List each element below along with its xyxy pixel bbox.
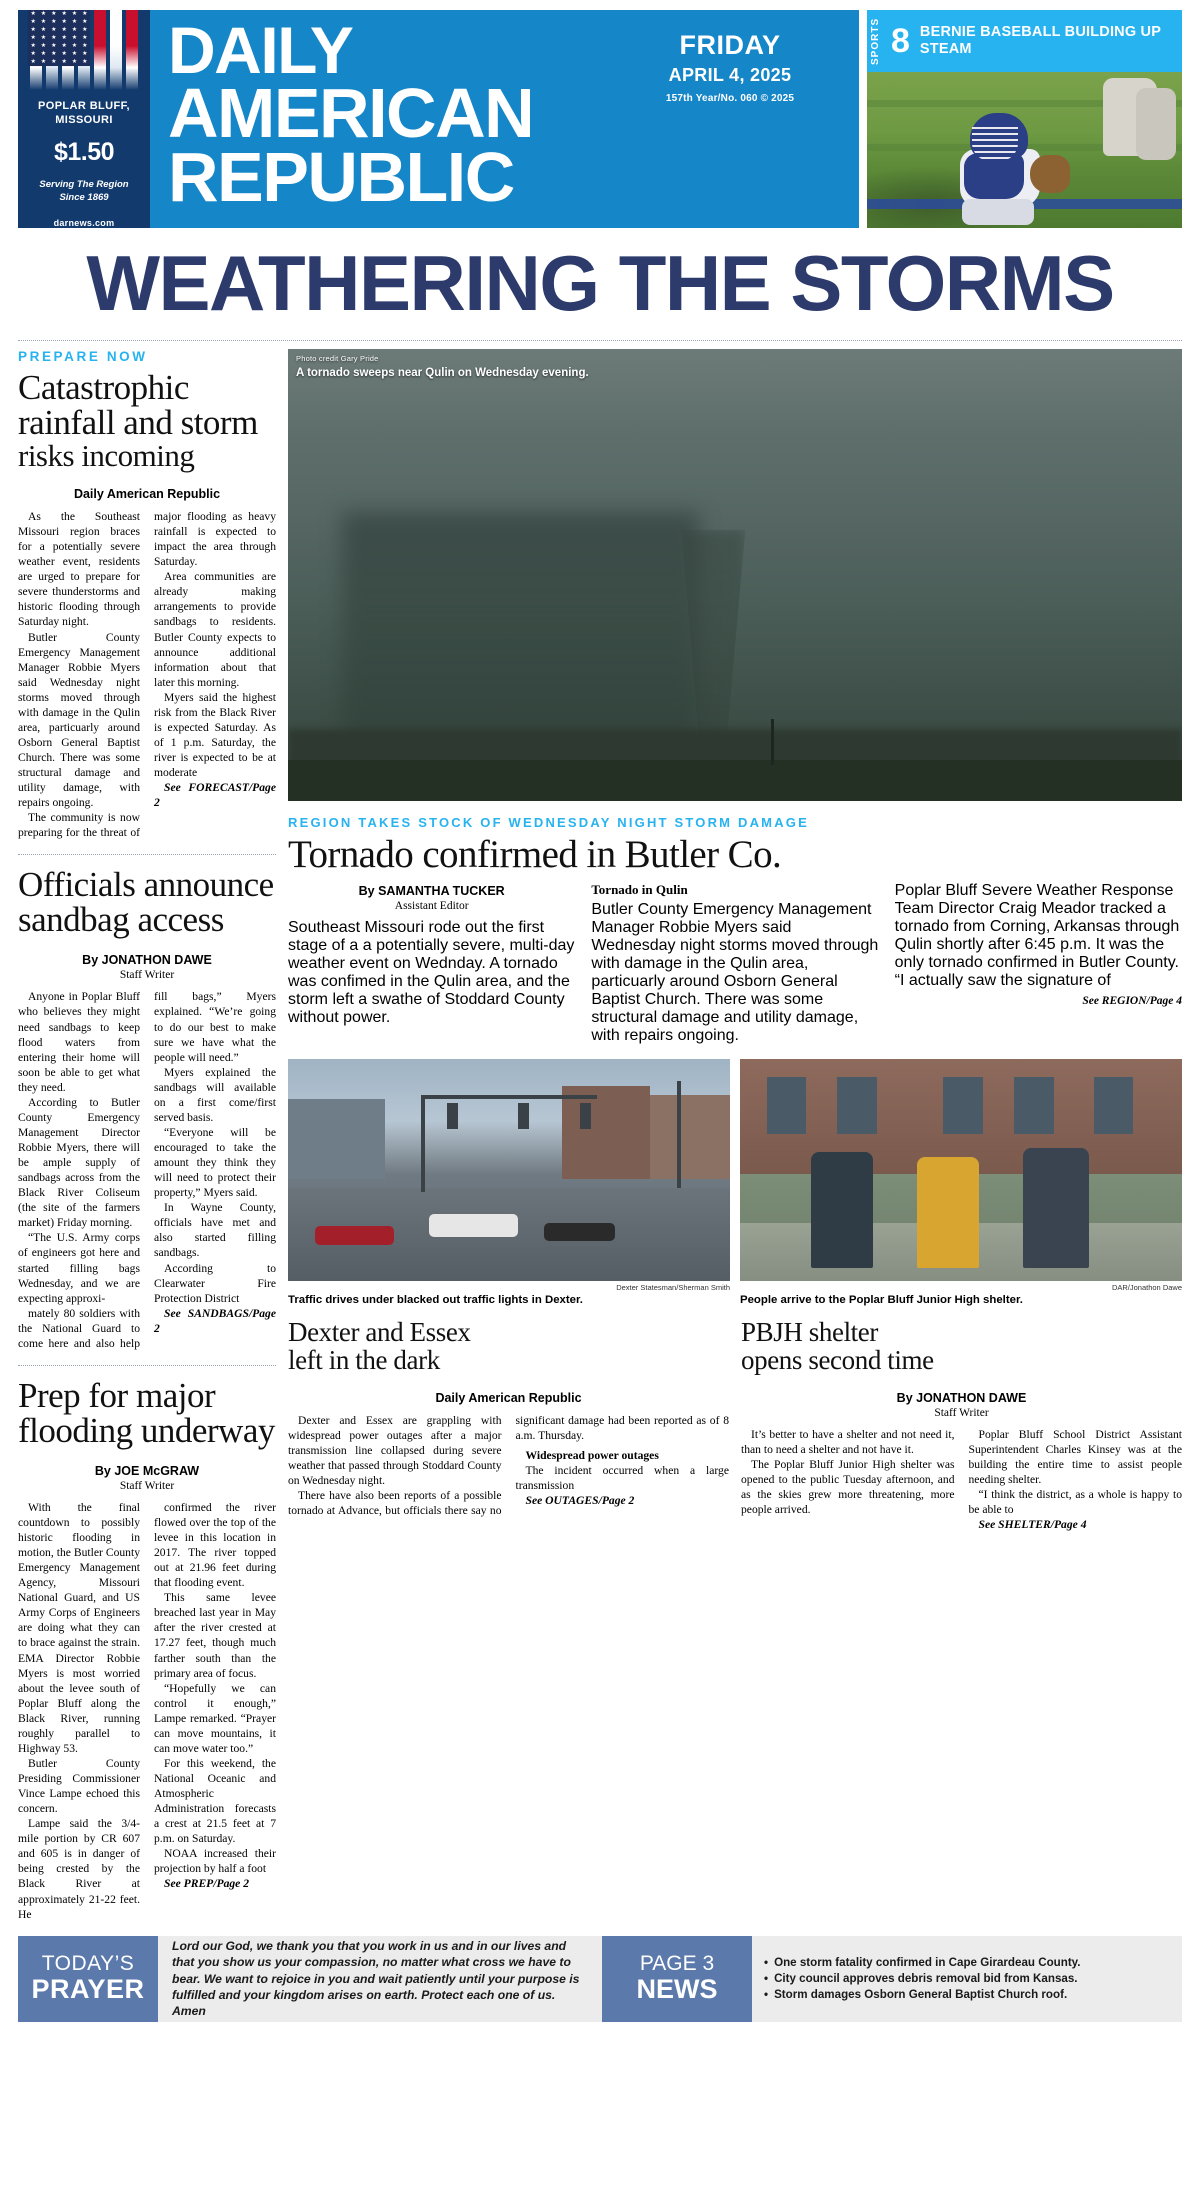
- news-bullet-item[interactable]: [764, 1956, 1170, 1969]
- prayer-label-line2: PRAYER: [31, 1974, 145, 2005]
- region-byline: By SAMANTHA TUCKER: [358, 884, 505, 898]
- tornado-photo: [288, 349, 1182, 801]
- sandbag-byline: By JONATHON DAWE: [82, 953, 212, 968]
- street-photo: [288, 1059, 730, 1281]
- shelter-photo: [740, 1059, 1182, 1281]
- sandbag-body: [18, 989, 276, 1351]
- bullet-icon: •: [764, 1972, 769, 1986]
- masthead-city-line2: MISSOURI: [55, 113, 113, 126]
- bullet-icon: •: [764, 1988, 769, 2002]
- paragraph: Lampe said the 3/4-mile portion by CR 607 and 605 is in danger of being crested by the Black River at approximately 21-22 feet. He: [18, 1817, 140, 1921]
- masthead-nameplate-column: [150, 10, 859, 228]
- street-photo-caption: Traffic drives under blacked out traffic lights in Dexter.: [288, 1294, 583, 1306]
- paragraph: As the Southeast Missouri region braces for a potentially severe weather event, residents are urged to prepare for severe thunderstorms and historic flooding through Saturday night.: [18, 510, 140, 629]
- paragraph: In Wayne County, officials have met and also started filling sandbags.: [154, 1201, 276, 1260]
- story-divider: [18, 854, 276, 855]
- masthead-tagline-line2: Since 1869: [59, 191, 109, 203]
- lead-story-headline-l3[interactable]: risks incoming: [18, 438, 195, 473]
- region-col-3: [895, 882, 1182, 1045]
- catcher-figure: [954, 113, 1070, 225]
- paragraph: mately 80 soldiers with the National Guard to come here and also help fill bags,” Myers explained. “We’re going to do our best to make sure we have what the people will need.”: [18, 990, 276, 1350]
- shelter-photo-box: [740, 1059, 1182, 1307]
- pbjh-byline: By JONATHON DAWE: [896, 1390, 1027, 1405]
- bullet-icon: •: [764, 1956, 769, 1970]
- masthead-website-link[interactable]: darnews.com: [53, 218, 115, 228]
- tornado-photo-caption-text: A tornado sweeps near Qulin on Wednesday evening.: [296, 367, 589, 380]
- pbjh-jumpline[interactable]: See SHELTER/Page 4: [978, 1518, 1087, 1532]
- title-line-republic: REPUBLIC: [168, 138, 514, 217]
- paragraph: “I actually saw the signature of: [894, 972, 1111, 989]
- us-flag-icon: ★ ★ ★ ★ ★ ★ ★ ★ ★ ★ ★ ★ ★ ★ ★ ★ ★ ★ ★ ★ ★ ★ ★ ★ ★ ★ ★ ★ ★ ★ ★ ★ ★ ★ ★ ★ ★ ★ ★ ★ ★ ★: [18, 10, 150, 90]
- photo-pair: [288, 1059, 1182, 1307]
- paragraph: “Everyone will be encouraged to take the amount they think they will need to protect their property,” Myers said.: [154, 1125, 276, 1200]
- paragraph: Poplar Bluff Severe Weather Response Team Director Craig Meador tracked a tornado from Corning, Arkansas through Qulin shortly after 6:45 p.m. It was the only tornado confirmed in Butler County.: [894, 882, 1180, 971]
- pbjh-byline-title: Staff Writer: [934, 1406, 989, 1419]
- region-story-headline[interactable]: Tornado confirmed in Butler Co.: [288, 833, 782, 876]
- paragraph: For this weekend, the National Oceanic and Atmospheric Administration forecasts a crest at 21.5 feet at 7 p.m. on Saturday.: [154, 1756, 276, 1846]
- pbjh-body: [741, 1427, 1182, 1532]
- region-story-columns: [288, 882, 1182, 1045]
- lead-story: [18, 349, 276, 840]
- lead-story-headline-l2[interactable]: rainfall and storm: [18, 403, 258, 442]
- paragraph: The community is now preparing for the threat of major flooding as heavy rainfall is expected to impact the area through Saturday.: [18, 510, 276, 840]
- dexter-headline-l2[interactable]: left in the dark: [288, 1345, 440, 1376]
- dexter-story: [288, 1319, 729, 1532]
- paragraph: Butler County Presiding Commissioner Vince Lampe echoed this concern.: [18, 1756, 140, 1816]
- paragraph: This same levee breached last year in May after the river crested at 17.27 feet, though much farther south than the primary area of focus.: [154, 1591, 276, 1680]
- news-bullet-text: One storm fatality confirmed in Cape Girardeau County.: [774, 1956, 1081, 1970]
- sandbag-story: [18, 867, 276, 1351]
- pbjh-story: [741, 1319, 1182, 1532]
- region-col-2: [591, 882, 878, 1045]
- page3-label-line2: NEWS: [636, 1974, 718, 2005]
- flood-headline-l1[interactable]: Prep for major: [18, 1375, 216, 1415]
- news-bullet-item[interactable]: [764, 1988, 1170, 2001]
- paragraph: Poplar Bluff School District Assistant Superintendent Charles Kinsey was at the building the entire time to assist people needing shelter.: [968, 1427, 1182, 1487]
- paragraph: “I think the district, as a whole is happy to be able to: [968, 1488, 1182, 1517]
- paragraph: Southeast Missouri rode out the first stage of a a potentially severe, multi-day weather event on Wednday. A tornado was confimed in the Qulin area, and the storm left a swathe of Stoddard County without power.: [288, 919, 575, 1026]
- paragraph: It’s better to have a shelter and not need it, than to need a shelter and not have it.: [741, 1427, 955, 1456]
- lead-story-byline: Daily American Republic: [73, 487, 221, 501]
- paragraph: Myers said the highest risk from the Black River is expected Saturday. As of 1 p.m. Saturday, the river is expected to be at moderate: [154, 690, 276, 780]
- flood-headline-l2[interactable]: flooding underway: [18, 1410, 275, 1450]
- paragraph: According to Butler County Emergency Management Director Robbie Myers, there will be ample supply of sandbags across from the Black River Coliseum (the site of the farmers market) Friday morning.: [18, 1095, 140, 1230]
- bottom-stories: [288, 1319, 1182, 1532]
- paragraph: “Hopefully we can control it enough,” Lampe remarked. “Prayer can move mountains, it can move water too.”: [154, 1681, 276, 1755]
- news-bullet-text: Storm damages Osborn General Baptist Church roof.: [774, 1988, 1068, 2002]
- street-photo-credit: Dexter Statesman/Sherman Smith: [616, 1283, 730, 1292]
- region-subhead: Tornado in Qulin: [591, 882, 688, 897]
- masthead-flag-column: [18, 10, 150, 228]
- masthead-city: [38, 100, 130, 128]
- dexter-jumpline[interactable]: See OUTAGES/Page 2: [525, 1494, 635, 1508]
- tornado-photo-credit: Photo credit Gary Pride: [296, 354, 379, 363]
- flood-body: [18, 1500, 276, 1922]
- paragraph: Dexter and Essex are grappling with widespread power outages after a major transmission line collapsed during severe weather that passed through Stoddard County on Wednesday night.: [288, 1413, 502, 1488]
- prayer-text: Lord our God, we thank you that you work in us and in our lives and that you show us your compassion, no matter what cross we have to bear. We want to rejoice in you and wait patiently until your purpose is fulfilled and your kingdom arises on earth. Protect each one of us. Amen: [158, 1936, 602, 2022]
- page-banner-headline: WEATHERING THE STORMS: [86, 239, 1114, 327]
- street-photo-box: [288, 1059, 730, 1307]
- paragraph: Butler County Emergency Management Manager Robbie Myers said Wednesday night storms moved through with damage in the Qulin area, particuarly around Osborn General Baptist Church. There was some structural damage and utility damage, with repairs ongoing.: [591, 901, 879, 1044]
- shelter-photo-caption: People arrive to the Poplar Bluff Junior High shelter.: [740, 1294, 1023, 1306]
- flood-byline-title: Staff Writer: [119, 1479, 175, 1492]
- sandbag-jumpline[interactable]: See SANDBAGS/Page 2: [154, 1306, 276, 1335]
- paragraph: NOAA increased their projection by half a foot: [154, 1847, 276, 1876]
- masthead-dateblock: [615, 30, 845, 104]
- masthead: [0, 0, 1200, 228]
- volume-issue: 157th Year/No. 060 © 2025: [665, 93, 795, 104]
- region-byline-title: Assistant Editor: [394, 900, 469, 912]
- date-full: APRIL 4, 2025: [668, 65, 792, 85]
- paragraph: The incident occurred when a large transmission: [515, 1464, 729, 1493]
- sports-teaser-header[interactable]: [867, 10, 1182, 72]
- flood-jumpline[interactable]: See PREP/Page 2: [164, 1877, 250, 1891]
- right-column: [288, 349, 1182, 1922]
- paragraph: According to Clearwater Fire Protection District: [154, 1261, 276, 1305]
- dexter-subhead: Widespread power outages: [525, 1448, 659, 1462]
- utility-pole: [771, 719, 774, 765]
- dexter-body: [288, 1413, 729, 1518]
- paragraph: confirmed the river flowed over the top of the levee in this location in 2017. The river topped out at 21.96 feet during that flooding event.: [154, 1500, 276, 1590]
- sports-page-number: 8: [891, 21, 910, 60]
- masthead-city-line1: POPLAR BLUFF,: [38, 99, 130, 112]
- masthead-price: $1.50: [53, 138, 115, 167]
- sports-teaser[interactable]: [867, 10, 1182, 228]
- prayer-label-line1: TODAY’S: [41, 1952, 135, 1976]
- flood-byline: By JOE McGRAW: [94, 1463, 200, 1478]
- left-column: [18, 349, 276, 1922]
- paragraph: “The U.S. Army corps of engineers got here and started filling bags Wednesday, and we are expecting approxi-: [18, 1231, 140, 1305]
- paragraph: There have also been reports of a possible tornado at Advance, but officials there say no significant damage had been reported as of 8 a.m. Thursday.: [288, 1413, 729, 1518]
- region-story-kicker: REGION TAKES STOCK OF WEDNESDAY NIGHT STORM DAMAGE: [288, 815, 809, 830]
- pbjh-headline-l2[interactable]: opens second time: [741, 1345, 934, 1376]
- sports-teaser-headline: BERNIE BASEBALL BUILDING UP STEAM: [919, 24, 1161, 57]
- sandbag-headline-l2[interactable]: sandbag access: [18, 900, 224, 940]
- page3-news-label[interactable]: [602, 1936, 752, 2022]
- region-jumpline[interactable]: See REGION/Page 4: [1082, 995, 1182, 1007]
- page3-label-line1: PAGE 3: [639, 1952, 715, 1976]
- masthead-tagline: [39, 179, 128, 204]
- flood-story: [18, 1375, 276, 1922]
- paragraph: Anyone in Poplar Bluff who believes they might need sandbags to keep flood waters from entering their home will soon be able to get what they need.: [18, 990, 140, 1094]
- lead-story-jumpline[interactable]: See FORECAST/Page 2: [154, 781, 276, 810]
- sports-photo: [867, 72, 1182, 228]
- sports-section-label: SPORTS: [870, 17, 881, 65]
- date-day-of-week: FRIDAY: [679, 30, 781, 60]
- todays-prayer-label: [18, 1936, 158, 2022]
- story-divider: [18, 1365, 276, 1366]
- paragraph: With the final countdown to possibly historic flooding in motion, the Butler County Emergency Management Agency, Missouri National Guard, and US Army Corps of Engineers are doing what they can to brace against the strain. EMA Director Robbie Myers is most worried about the levee south of Poplar Bluff along the Black River, running roughly parallel to Highway 53.: [18, 1500, 140, 1755]
- pbjh-headline-l1[interactable]: PBJH shelter: [741, 1317, 878, 1348]
- lead-story-headline-l1[interactable]: Catastrophic: [18, 368, 189, 407]
- title-line-daily: DAILY: [168, 13, 353, 87]
- dexter-byline: Daily American Republic: [435, 1390, 582, 1405]
- title-line-american: AMERICAN: [168, 73, 534, 152]
- lead-story-body: [18, 509, 276, 840]
- region-col-1: [288, 882, 575, 1045]
- masthead-tagline-line1: Serving The Region: [39, 179, 129, 191]
- page-footer: [18, 1936, 1182, 2022]
- news-bullet-item[interactable]: [764, 1972, 1170, 1985]
- dexter-headline-l1[interactable]: Dexter and Essex: [288, 1317, 471, 1348]
- sandbag-headline-l1[interactable]: Officials announce: [18, 865, 274, 905]
- sandbag-byline-title: Staff Writer: [119, 969, 175, 982]
- shelter-photo-credit: DAR/Jonathon Dawe: [1111, 1283, 1182, 1292]
- paragraph: Myers explained the sandbags will available on a first come/first served basis.: [154, 1065, 276, 1124]
- page3-news-bullets: [752, 1936, 1182, 2022]
- region-story: [288, 815, 1182, 1045]
- paragraph: The Poplar Bluff Junior High shelter was opened to the public Tuesday afternoon, and as the skies grew more threatening, more people arrived.: [741, 1457, 955, 1517]
- paragraph: Butler County Emergency Management Manager Robbie Myers said Wednesday night storms moved through with damage in the Qulin area, particuarly around Osborn General Baptist Church. There was some structural damage and utility damage, with repairs ongoing.: [18, 630, 140, 810]
- lead-story-kicker: PREPARE NOW: [18, 349, 148, 364]
- news-bullet-text: City council approves debris removal bid from Kansas.: [774, 1972, 1078, 1986]
- tornado-photo-caption: [288, 349, 597, 386]
- paragraph: Area communities are already making arrangements to provide sandbags to residents. Butler County expects to announce additional information about that later this morning.: [154, 570, 276, 689]
- main-content: [0, 341, 1200, 1922]
